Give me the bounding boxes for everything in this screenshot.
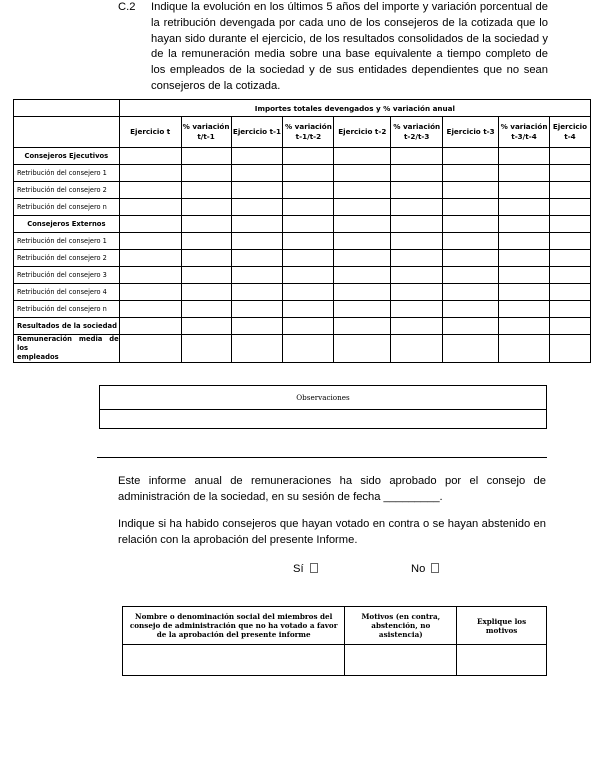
observations-field[interactable] <box>100 410 547 429</box>
evolution-table <box>13 99 591 363</box>
empty-corner-cell <box>14 117 120 148</box>
section-number: C.2 <box>118 1 136 13</box>
table-row <box>14 182 591 199</box>
no-label: No <box>411 563 426 575</box>
table-row <box>14 165 591 182</box>
table-row <box>14 216 591 233</box>
vote-question: Indique si ha habido consejeros que hayan votado en contra o se hayan abstenido en relación con la aprobación del presente Informe. <box>118 518 546 546</box>
column-header: Ejercicio t-2 <box>334 117 391 148</box>
divider <box>97 457 547 458</box>
row-label: Retribución del consejero 1 <box>14 165 120 182</box>
yes-label: Sí <box>293 563 304 575</box>
row-label: Retribución del consejero n <box>14 199 120 216</box>
table-row <box>14 233 591 250</box>
column-header: Explique los motivos <box>457 607 547 645</box>
votes-table <box>122 606 547 676</box>
table-cell[interactable] <box>457 645 547 676</box>
table-row <box>14 199 591 216</box>
column-header: Nombre o denominación social del miembros del consejo de administración que no ha votado a favor de la aprobación del presente informe <box>123 607 345 645</box>
table-row <box>14 267 591 284</box>
yes-checkbox[interactable] <box>310 563 318 573</box>
row-label: Consejeros Externos <box>14 216 120 233</box>
row-label: Retribución del consejero 4 <box>14 284 120 301</box>
row-label: Retribución del consejero 2 <box>14 182 120 199</box>
column-header: % variación t/t-1 <box>181 117 231 148</box>
no-checkbox[interactable] <box>431 563 439 573</box>
column-header: % variación t-1/t-2 <box>283 117 334 148</box>
row-label: Retribución del consejero 3 <box>14 267 120 284</box>
table-row <box>123 645 547 676</box>
no-option[interactable] <box>411 563 439 575</box>
row-label <box>14 335 120 363</box>
approval-text: Este informe anual de remuneraciones ha sido aprobado por el consejo de administración de la sociedad, en su sesión de fecha _________. <box>118 475 546 503</box>
row-label-line: empleados <box>17 353 59 361</box>
table-row <box>14 284 591 301</box>
observations-label: Observaciones <box>100 386 547 410</box>
table-row <box>14 318 591 335</box>
column-header: Motivos (en contra, abstención, no asistencia) <box>345 607 457 645</box>
column-header: Ejercicio t <box>119 117 181 148</box>
row-label: Retribución del consejero 1 <box>14 233 120 250</box>
row-label-line: Remuneración media de los <box>17 335 119 352</box>
row-label: Retribución del consejero 2 <box>14 250 120 267</box>
yes-option[interactable] <box>293 563 318 575</box>
table-cell[interactable] <box>345 645 457 676</box>
empty-corner-cell <box>14 100 120 117</box>
observations-table <box>99 385 547 429</box>
table-cell[interactable] <box>123 645 345 676</box>
column-header: Ejercicio t-4 <box>549 117 590 148</box>
section-text: Indique la evolución en los últimos 5 años del importe y variación porcentual de la retribución devengada por cada uno de los consejeros de la cotizada que lo hayan sido durante el ejercicio, de los resultados consolidados de la sociedad y de la remuneración media sobre una base equivalente a tiempo completo de los empleados de la sociedad y de sus entidades dependientes que no sean consejeros de la cotizada. <box>151 1 548 92</box>
table-title: Importes totales devengados y % variación anual <box>119 100 590 117</box>
row-label: Retribución del consejero n <box>14 301 120 318</box>
table-row <box>14 301 591 318</box>
row-label: Resultados de la sociedad <box>14 318 120 335</box>
row-label: Consejeros Ejecutivos <box>14 148 120 165</box>
column-header: Ejercicio t-1 <box>231 117 283 148</box>
column-header: Ejercicio t-3 <box>443 117 499 148</box>
column-header: % variación t-2/t-3 <box>391 117 443 148</box>
column-header: % variación t-3/t-4 <box>499 117 550 148</box>
table-row <box>14 335 591 363</box>
table-row <box>14 148 591 165</box>
table-row <box>14 250 591 267</box>
